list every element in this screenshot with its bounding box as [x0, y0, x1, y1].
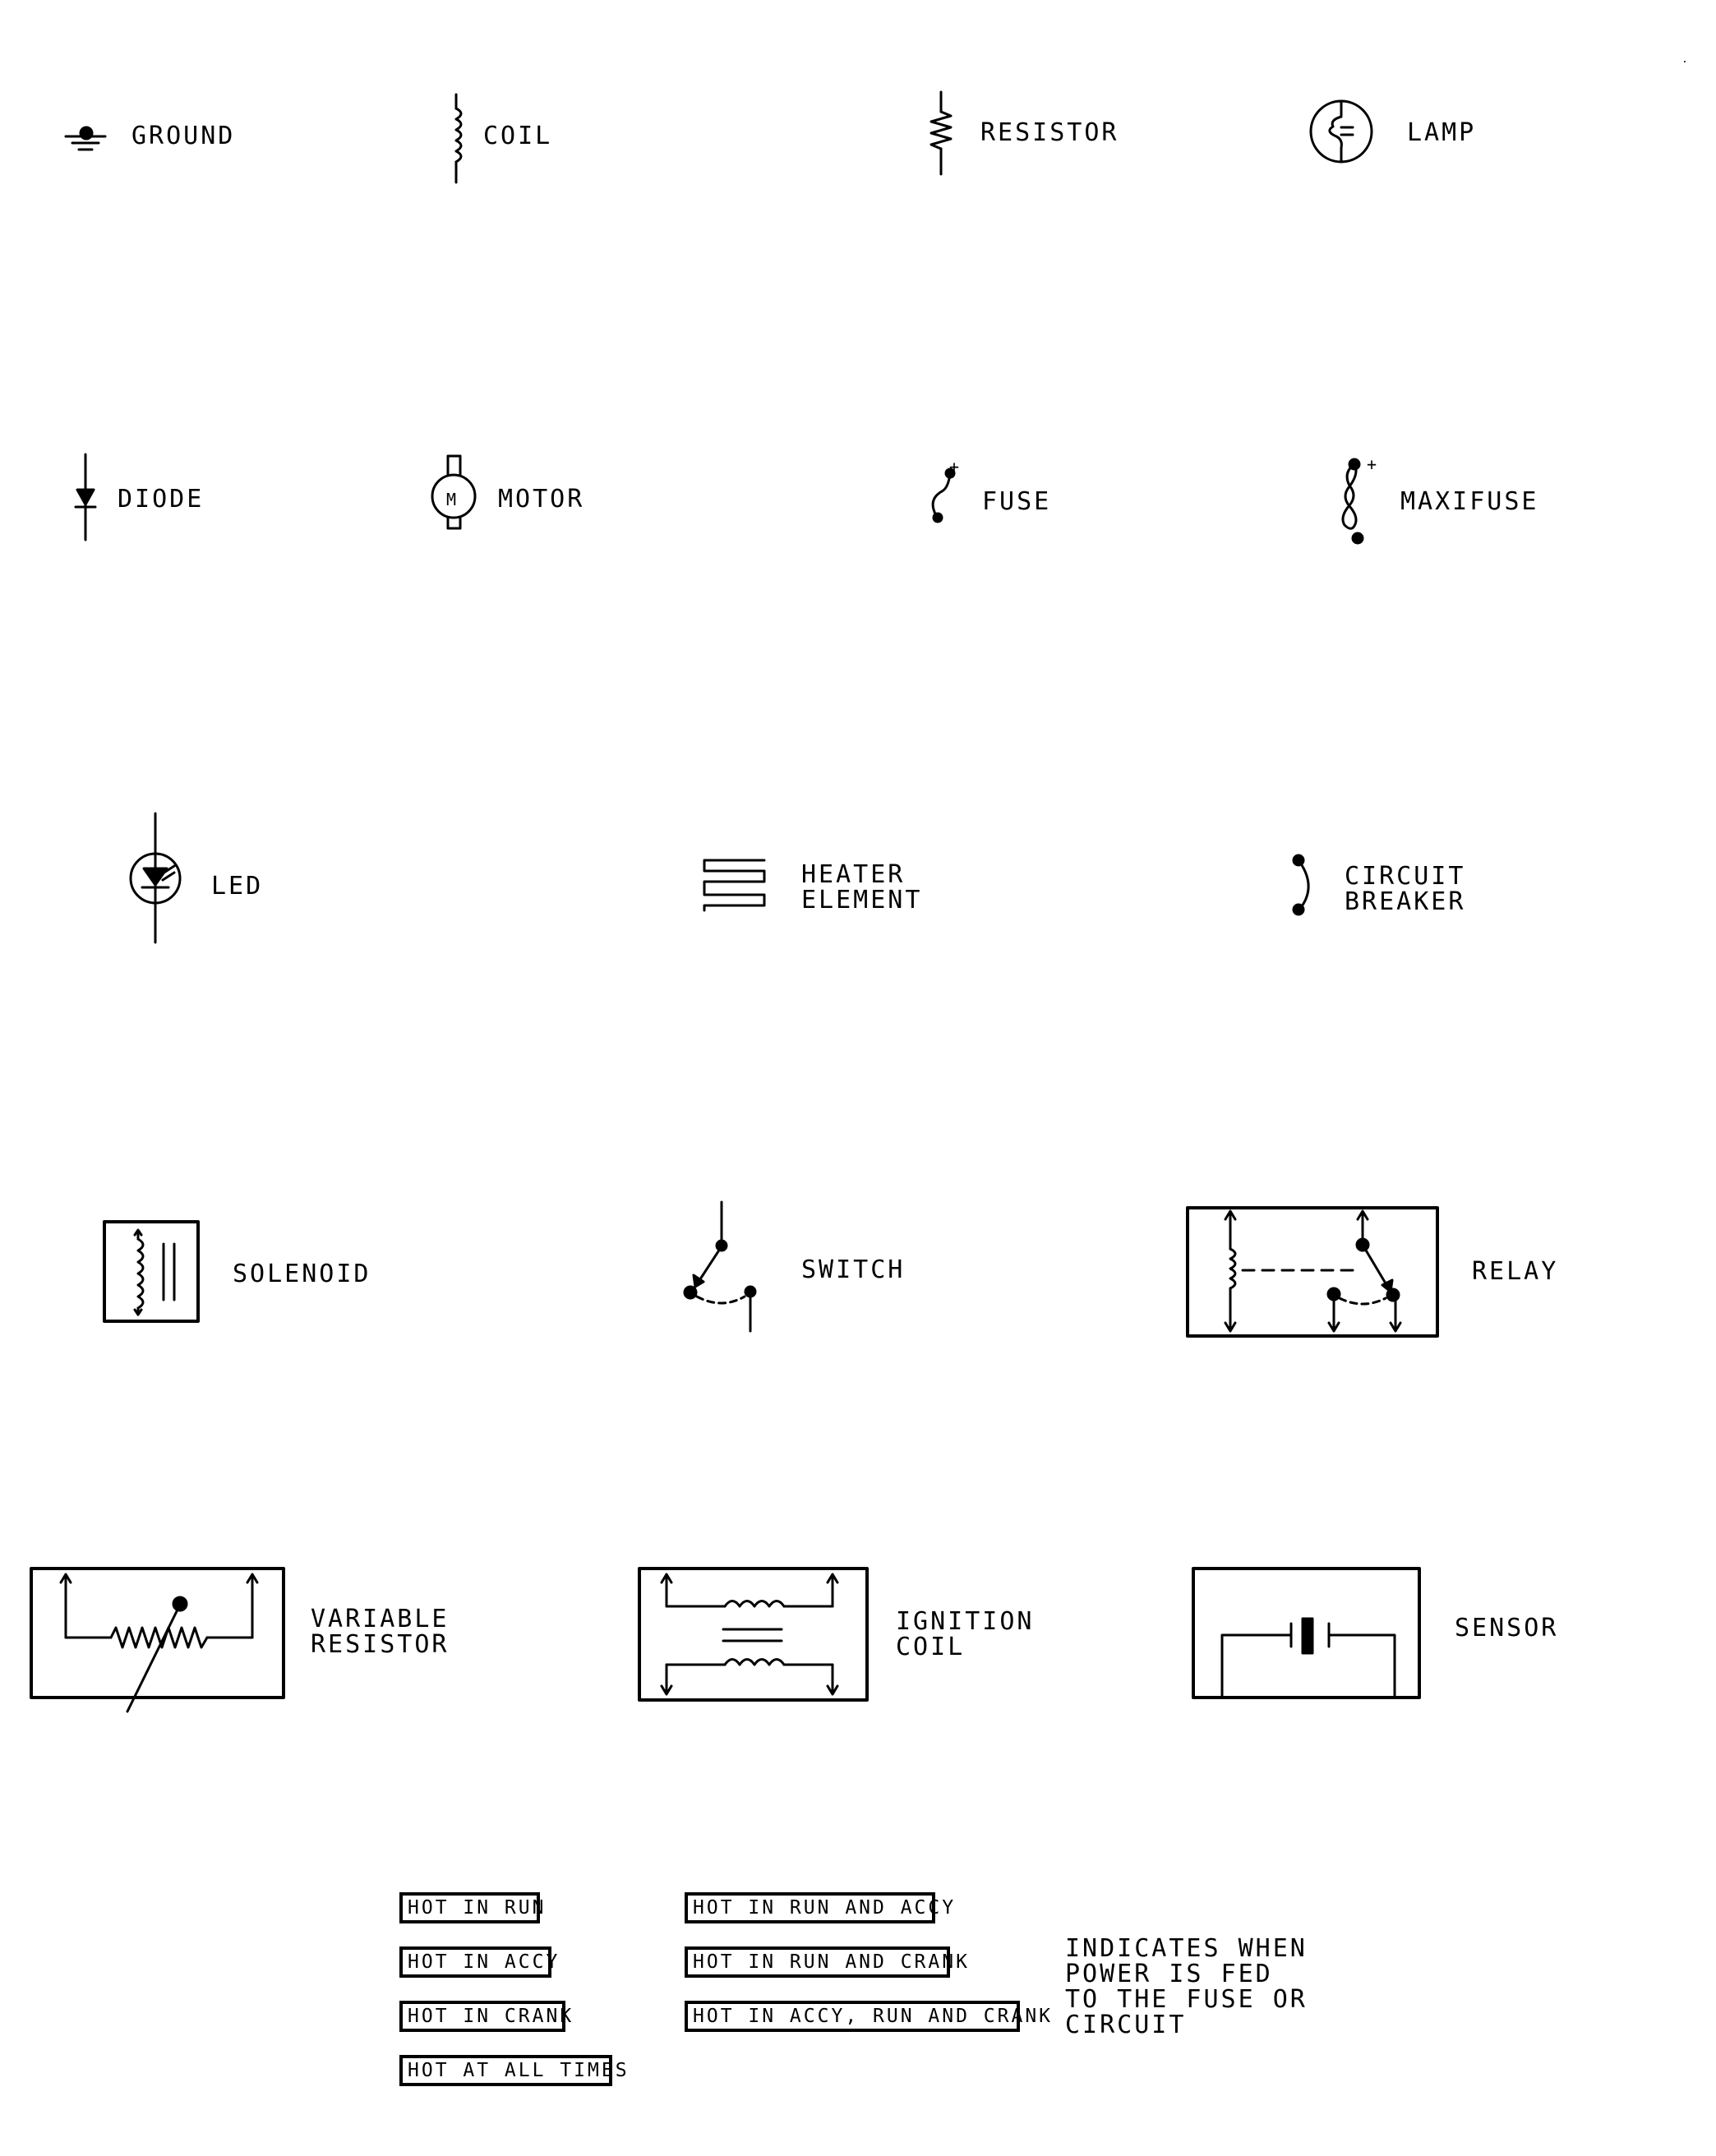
sensor-icon: [1193, 1569, 1419, 1698]
diode-icon: [76, 454, 95, 540]
ignition-label-line1: IGNITION: [896, 1607, 1035, 1636]
heater-label-line1: HEATER: [801, 860, 906, 889]
led-label: LED: [211, 872, 264, 901]
motor-label: MOTOR: [498, 485, 585, 514]
led-icon: [131, 813, 180, 942]
resistor-icon: [931, 92, 951, 174]
lamp-label: LAMP: [1407, 118, 1477, 147]
maxifuse-label: MAXIFUSE: [1400, 487, 1539, 516]
legend-note-line2: POWER IS FED: [1065, 1960, 1273, 1988]
fuse-label: FUSE: [982, 487, 1052, 516]
coil-label: COIL: [483, 122, 553, 150]
diode-label: DIODE: [118, 485, 205, 514]
hot-in-run-and-crank-box: HOT IN RUN AND CRANK: [685, 1946, 950, 1978]
relay-icon: [1188, 1208, 1437, 1336]
heater-element-icon: [704, 860, 764, 910]
hot-in-run-box: HOT IN RUN: [399, 1892, 540, 1923]
ground-icon: [66, 127, 105, 150]
hot-in-crank-box: HOT IN CRANK: [399, 2001, 565, 2032]
hot-in-accy-run-and-crank-box: HOT IN ACCY, RUN AND CRANK: [685, 2001, 1020, 2032]
relay-label: RELAY: [1472, 1257, 1559, 1286]
hot-at-all-times-box: HOT AT ALL TIMES: [399, 2055, 612, 2086]
varres-label-line1: VARIABLE: [311, 1605, 450, 1633]
coil-icon: [456, 94, 461, 182]
breaker-label-line2: BREAKER: [1345, 887, 1466, 916]
maxifuse-icon: [1343, 459, 1363, 543]
ground-label: GROUND: [131, 122, 236, 150]
circuit-breaker-icon: [1294, 855, 1308, 914]
resistor-label: RESISTOR: [980, 118, 1119, 147]
ignition-coil-icon: [639, 1569, 867, 1700]
motor-letter: M: [446, 490, 457, 509]
lamp-icon: [1311, 101, 1372, 162]
hot-in-run-and-accy-box: HOT IN RUN AND ACCY: [685, 1892, 935, 1923]
legend-note-line1: INDICATES WHEN: [1065, 1934, 1308, 1963]
legend-note-line4: CIRCUIT: [1065, 2011, 1187, 2039]
legend-note-line3: TO THE FUSE OR: [1065, 1985, 1308, 2014]
breaker-label-line1: CIRCUIT: [1345, 862, 1466, 891]
variable-resistor-icon: [31, 1569, 284, 1711]
stray-mark: [1684, 61, 1686, 62]
hot-in-accy-box: HOT IN ACCY: [399, 1946, 551, 1978]
ignition-label-line2: COIL: [896, 1633, 966, 1661]
fuse-plus: +: [949, 457, 960, 477]
varres-label-line2: RESISTOR: [311, 1630, 450, 1659]
sensor-label: SENSOR: [1455, 1614, 1559, 1642]
heater-label-line2: ELEMENT: [801, 886, 923, 914]
switch-icon: [685, 1202, 755, 1331]
solenoid-label: SOLENOID: [233, 1260, 371, 1288]
solenoid-icon: [104, 1222, 198, 1321]
maxifuse-plus: +: [1367, 454, 1377, 474]
switch-label: SWITCH: [801, 1255, 906, 1284]
